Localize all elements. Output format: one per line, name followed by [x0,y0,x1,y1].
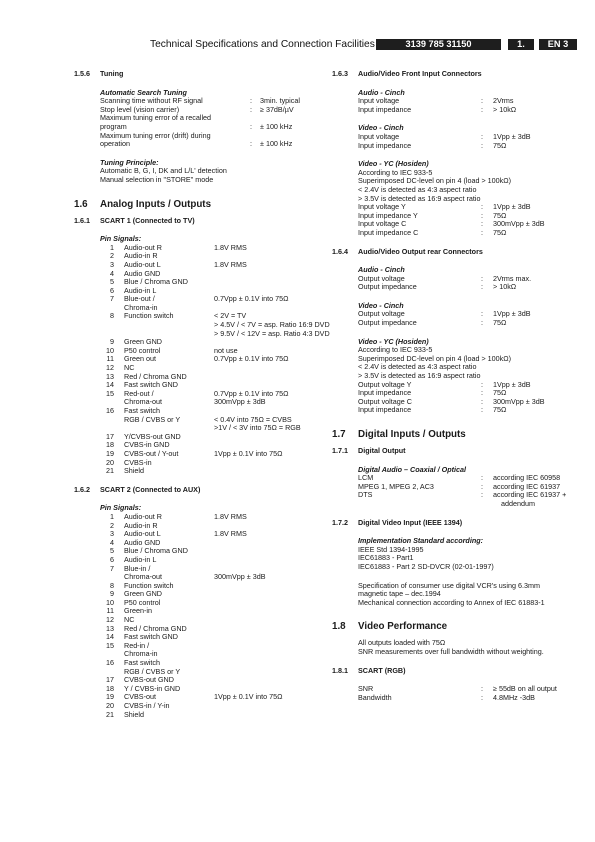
text-line: Superimposed DC-level on pin 4 (load > 100kΩ) [358,176,511,186]
spec-separator: : [481,490,483,500]
spec-separator: : [481,318,483,328]
spec-row [358,694,577,703]
pin-value: 1.8V RMS [214,242,247,252]
rear-yc-rows [358,381,577,415]
text-line: Automatic B, G, I, DK and L/L' detection [100,166,227,176]
spec-separator: : [481,684,483,694]
right-column [332,70,577,702]
rear-body [358,266,577,415]
spec-key: DTS [358,490,373,500]
pin-signal: P50 control [124,345,161,355]
spec-separator: : [481,692,483,702]
front-video-title: Video - Cinch [358,123,404,133]
scart1-pins-title: Pin Signals: [100,234,142,244]
spec-key: Output voltage C [358,396,412,406]
spec-separator: : [481,282,483,292]
tuning-principle-title: Tuning Principle: [100,157,159,167]
spec-separator: : [481,219,483,229]
spec-separator: : [250,104,252,114]
spec-value: 75Ω [493,388,507,398]
pin-number: 11 [106,606,114,616]
pin-number: 13 [106,623,114,633]
pin-signal: CVBS-in [124,457,152,467]
spec-value: 3min. typical [260,96,300,106]
spec-separator: : [481,481,483,491]
scart2-pins-title: Pin Signals: [100,503,142,513]
pin-value: 0.7Vpp ± 0.1V into 75Ω [214,354,289,364]
pin-signal: RGB / CVBS or Y [124,666,181,676]
scart1-pin-list [100,242,330,476]
spec-separator: : [481,131,483,141]
spec-value: > 10kΩ [493,282,517,292]
pin-signal: Green GND [124,589,162,599]
pin-signal: Red-out / [124,388,154,398]
section-scart2-heading: 1.6.2 SCART 2 (Connected to AUX) [74,484,201,494]
pin-signal: Audio GND [124,268,161,278]
text-line: According to IEC 933-5 [358,167,433,177]
header-chapter-badge: 1. [508,39,534,50]
pin-value: > 4.5V / < 7V = asp. Ratio 16:9 DVD [214,320,330,330]
spec-value: 75Ω [493,227,507,237]
rear-yc-title: Video - YC (Hosiden) [358,336,429,346]
pin-number: 5 [110,546,114,556]
pin-row [100,711,324,720]
text-line: Specification of consumer use digital VCR's using 6.3mm [358,580,540,590]
digital-output-body [358,466,577,509]
spec-key: Stop level (vision carrier) [100,104,180,114]
pin-value: >1V / < 3V into 75Ω = RGB [214,423,301,433]
rear-audio-rows [358,275,577,292]
pin-number: 11 [106,354,114,364]
text-line: Superimposed DC-level on pin 4 (load > 100kΩ) [358,353,511,363]
pin-number: 10 [106,597,114,607]
scart-rgb-rows [358,685,577,702]
text-line: > 3.5V is detected as 16:9 aspect ratio [358,193,481,203]
spec-separator: : [250,96,252,106]
pin-number: 15 [106,388,114,398]
pin-signal: Red / Chroma GND [124,371,187,381]
text-line: All outputs loaded with 75Ω [358,638,446,648]
section-digital-heading: 1.7 Digital Inputs / Outputs [332,429,466,440]
pin-number: 2 [110,520,114,530]
front-yc-lines [358,169,577,203]
spec-value: 75Ω [493,405,507,415]
pin-signal: Fast switch GND [124,380,178,390]
spec-row [358,229,577,238]
text-line: IEC61883 - Part 2 SD-DVCR (02-01-1997) [358,561,494,571]
pin-number: 12 [106,363,114,373]
implementation-standard-lines [358,546,577,572]
digital-audio-title: Digital Audio – Coaxial / Optical [358,464,466,474]
front-audio-rows [358,97,577,114]
pin-row [100,467,324,476]
pin-number: 17 [106,431,114,441]
front-yc-title: Video - YC (Hosiden) [358,159,429,169]
spec-separator: : [481,210,483,220]
spec-key: Input impedance Y [358,210,418,220]
pin-value: 1Vpp ± 0.1V into 75Ω [214,448,283,458]
pin-number: 6 [110,285,114,295]
spec-key: Input impedance [358,140,412,150]
spec-row [100,114,324,131]
left-column [74,69,330,719]
pin-number: 4 [110,268,114,278]
spec-key-continued: program [100,121,127,131]
spec-key: Input impedance [358,405,412,415]
header-language-badge: EN 3 [539,39,577,50]
pin-number: 14 [106,632,114,642]
section-front-heading: 1.6.3 Audio/Video Front Input Connectors [332,69,482,78]
spec-separator: : [481,104,483,114]
pin-number: 21 [106,709,114,719]
spec-value: 300mVpp ± 3dB [493,219,545,229]
rear-yc-lines [358,346,577,380]
spec-value: according IEC 61937 + [493,490,567,500]
pin-number: 13 [106,371,114,381]
pin-number: 3 [110,259,114,269]
header-code-badge: 3139 785 31150 [376,39,501,50]
dv-spec-paragraph [358,582,577,608]
pin-signal: NC [124,363,135,373]
pin-value: 1.8V RMS [214,529,247,539]
front-body [358,89,577,238]
spec-separator: : [250,139,252,149]
pin-signal: Audio-out R [124,242,162,252]
pin-number: 16 [106,658,114,668]
spec-value: 75Ω [493,210,507,220]
pin-number: 8 [110,580,114,590]
pin-value: > 9.5V / < 12V = asp. Ratio 4:3 DVD [214,328,330,338]
spec-value: 75Ω [493,318,507,328]
section-dv-input-heading: 1.7.2 Digital Video Input (IEEE 1394) [332,517,463,527]
spec-key: Scanning time without RF signal [100,96,203,106]
spec-key: Output voltage Y [358,379,412,389]
pin-number: 6 [110,554,114,564]
spec-row [358,319,577,328]
spec-value: 75Ω [493,140,507,150]
pin-signal: CVBS-out [124,692,156,702]
pin-number: 18 [106,683,114,693]
header-title: Technical Specifications and Connection Facilities [150,39,375,50]
scart1-body [100,234,330,476]
spec-key: Bandwidth [358,692,392,702]
spec-row [358,142,577,151]
pin-signal: Red-in / [124,640,150,650]
spec-separator: : [481,396,483,406]
auto-search-title: Automatic Search Tuning [100,87,187,97]
spec-value: ± 100 kHz [260,121,293,131]
front-audio-title: Audio - Cinch [358,87,405,97]
pin-signal: Audio-out R [124,511,162,521]
pin-value: < 2V = TV [214,311,247,321]
pin-number: 12 [106,615,114,625]
spec-value: 1Vpp ± 3dB [493,379,531,389]
rear-video-title: Video - Cinch [358,300,404,310]
section-analog-heading: 1.6 Analog Inputs / Outputs [74,198,212,210]
pin-number: 19 [106,448,114,458]
spec-separator: : [481,96,483,106]
pin-signal: Audio-out L [124,259,161,269]
spec-separator: : [481,273,483,283]
pin-signal: Green-in [124,606,152,616]
pin-number: 3 [110,529,114,539]
digital-audio-rows [358,474,577,508]
text-line: According to IEC 933-5 [358,345,433,355]
pin-value: 300mVpp ± 3dB [214,572,266,582]
pin-signal: Audio-out L [124,529,161,539]
spec-value: 300mVpp ± 3dB [493,396,545,406]
text-line: Mechanical connection according to Annex of IEC 61883-1 [358,597,545,607]
front-yc-rows [358,203,577,237]
rear-audio-title: Audio - Cinch [358,265,405,275]
pin-number: 5 [110,277,114,287]
spec-key-continued: operation [100,139,130,149]
section-rear-heading: 1.6.4 Audio/Video Output rear Connectors [332,246,483,256]
pin-signal: Blue-in / [124,563,151,573]
spec-key: Maximum tuning error (drift) during [100,130,211,140]
pin-value: 1Vpp ± 0.1V into 75Ω [214,692,283,702]
spec-key: Input voltage C [358,219,407,229]
text-line: SNR measurements over full bandwidth without weighting. [358,646,544,656]
spec-row [358,491,577,500]
text-line: < 2.4V is detected as 4:3 aspect ratio [358,362,477,372]
section-video-performance-heading: 1.8 Video Performance [332,621,448,633]
pin-signal: Red / Chroma GND [124,623,187,633]
pin-signal: CVBS-out GND [124,675,174,685]
pin-signal: Audio GND [124,537,161,547]
section-digital-output-heading: 1.7.1 Digital Output [332,446,406,455]
spec-separator: : [481,309,483,319]
spec-value: according IEC 60958 [493,473,561,483]
spec-value: ≥ 37dB/µV [260,104,294,114]
pin-signal: Y/CVBS-out GND [124,431,181,441]
pin-value: < 0.4V into 75Ω = CVBS [214,414,292,424]
spec-row-continued [358,500,577,509]
text-line: IEEE Std 1394-1995 [358,544,424,554]
pin-value: 300mVpp ± 3dB [214,397,266,407]
pin-signal: P50 control [124,597,161,607]
spec-key: LCM [358,473,374,483]
tuning-body [100,89,324,185]
text-line: > 3.5V is detected as 16:9 aspect ratio [358,371,481,381]
spec-key: Output voltage [358,309,405,319]
pin-signal: Blue / Chroma GND [124,546,188,556]
pin-value: 0.7Vpp ± 0.1V into 75Ω [214,294,289,304]
pin-signal: Chroma-out [124,397,162,407]
spec-key: Input voltage [358,96,400,106]
spec-key: Input impedance [358,104,412,114]
spec-value: according IEC 61937 [493,481,561,491]
implementation-standard-title: Implementation Standard according: [358,536,483,546]
spec-value-continued: addendum [501,498,535,508]
spec-row [358,106,577,115]
spec-key: Maximum tuning error of a recalled [100,113,212,123]
page-header [0,36,595,54]
spec-separator: : [481,140,483,150]
scart2-body [100,504,324,719]
pin-signal: CVBS-in GND [124,440,170,450]
text-line: IEC61883 - Part1 [358,553,414,563]
spec-row [358,406,577,415]
spec-separator: : [481,379,483,389]
pin-number: 1 [110,242,114,252]
spec-separator: : [250,121,252,131]
scart2-pin-list [100,513,324,719]
spec-key: Input impedance [358,388,412,398]
pin-signal: Shield [124,466,144,476]
text-line: Manual selection in "STORE" mode [100,174,214,184]
pin-number: 20 [106,701,114,710]
pin-number: 18 [106,440,114,450]
spec-value: 4.8MHz -3dB [493,692,535,702]
spec-key: Input impedance C [358,227,419,237]
spec-key: MPEG 1, MPEG 2, AC3 [358,481,434,491]
pin-signal: Audio-in L [124,285,157,295]
pin-signal: Green out [124,354,156,364]
pin-number: 9 [110,337,114,347]
section-scart-rgb-heading: 1.8.1 SCART (RGB) [332,665,406,675]
auto-search-rows [100,97,324,149]
section-scart1-heading: 1.6.1 SCART 1 (Connected to TV) [74,215,195,225]
pin-number: 7 [110,563,114,573]
pin-number: 9 [110,589,114,599]
spec-key: Output impedance [358,318,417,328]
text-line: < 2.4V is detected as 4:3 aspect ratio [358,184,477,194]
pin-number: 20 [106,457,114,467]
pin-signal: Function switch [124,311,174,321]
pin-signal: Fast switch [124,406,160,415]
pin-number: 17 [106,675,114,685]
section-tuning-heading: 1.5.6 Tuning [74,69,124,78]
pin-number: 15 [106,640,114,650]
pin-signal: Shield [124,709,144,719]
pin-signal: CVBS-in / Y-in [124,701,170,710]
rear-video-rows [358,310,577,327]
spec-key: Input voltage [358,131,400,141]
pin-number: 21 [106,466,114,476]
pin-signal: Fast switch [124,658,160,668]
spec-row [100,132,324,149]
tuning-principle-lines [100,167,324,184]
spec-separator: : [481,405,483,415]
pin-signal: Green GND [124,337,162,347]
spec-key: Output impedance [358,282,417,292]
video-performance-body [358,639,577,656]
spec-value: 1Vpp ± 3dB [493,309,531,319]
pin-number: 1 [110,511,114,521]
spec-value: ± 100 kHz [260,139,293,149]
pin-signal: Chroma-in [124,302,158,312]
pin-number: 10 [106,345,114,355]
spec-value: > 10kΩ [493,104,517,114]
pin-signal: Audio-in R [124,251,158,261]
pin-value: 0.7Vpp ± 0.1V into 75Ω [214,388,289,398]
spec-separator: : [481,227,483,237]
text-line: magnetic tape – dec.1994 [358,589,441,599]
pin-number: 8 [110,311,114,321]
spec-key: SNR [358,684,374,694]
pin-signal: Blue-out / [124,294,155,304]
pin-signal: Chroma-out [124,572,162,582]
front-video-rows [358,133,577,150]
spec-separator: : [481,202,483,212]
spec-separator: : [481,473,483,483]
spec-value: 2Vrms [493,96,514,106]
pin-signal: CVBS-out / Y-out [124,448,179,458]
pin-signal: Fast switch GND [124,632,178,642]
pin-value: not use [214,345,238,355]
pin-signal: Y / CVBS-in GND [124,683,181,693]
pin-number: 16 [106,406,114,415]
pin-signal: Blue / Chroma GND [124,277,188,287]
spec-value: 1Vpp ± 3dB [493,131,531,141]
spec-value: 1Vpp ± 3dB [493,202,531,212]
pin-number: 4 [110,537,114,547]
pin-signal: Audio-in L [124,554,157,564]
spec-separator: : [481,388,483,398]
pin-signal: Audio-in R [124,520,158,530]
spec-key: Output voltage [358,273,405,283]
pin-number: 19 [106,692,114,702]
pin-number: 14 [106,380,114,390]
pin-signal: NC [124,615,135,625]
pin-signal: Function switch [124,580,174,590]
pin-signal: RGB / CVBS or Y [124,414,181,424]
spec-value: 2Vrms max. [493,273,532,283]
pin-value: 1.8V RMS [214,511,247,521]
spec-key: Input voltage Y [358,202,406,212]
spec-row [358,283,577,292]
pin-signal: Chroma-in [124,649,158,659]
pin-value: 1.8V RMS [214,259,247,269]
dv-input-body [358,537,577,607]
pin-number: 2 [110,251,114,261]
pin-number: 7 [110,294,114,304]
spec-value: ≥ 55dB on all output [493,684,557,694]
